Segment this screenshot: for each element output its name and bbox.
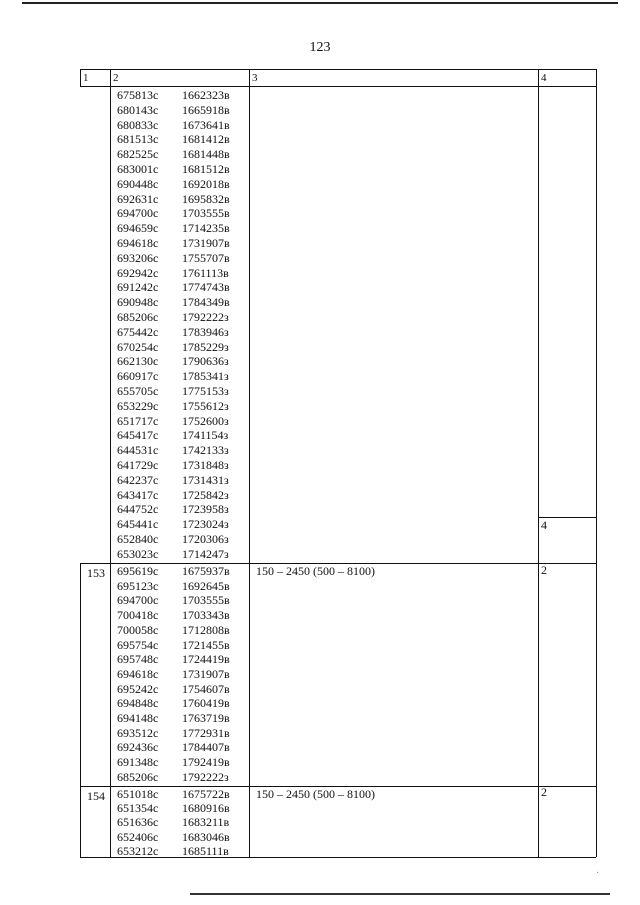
continuation-code-lat: 642237с [117,472,159,487]
entry-154-range: 150 – 2450 (500 – 8100) [256,787,375,801]
entry-153-code-lat: 695748с [117,652,159,667]
header-bottom-border [80,86,596,87]
continuation-code-lon: 1774743в [182,280,230,295]
entry-153-code-lat: 694148с [117,711,159,725]
entry-153-code-lon: 1772931в [182,725,230,740]
entry-153-code-lon: 1724419в [182,652,230,667]
entry-153-code-lat: 700418с [117,608,159,623]
entry-154-code-lon: 1685111в [182,843,229,858]
entry-153-code-lat: 695123с [117,578,159,593]
continuation-code-lat: 694659с [117,221,159,236]
entry-154-code-lat: 653212с [117,843,159,858]
entry-153-code-lon: 1703343в [182,608,230,623]
continuation-code-lat: 645441с [117,517,159,532]
continuation-code-lon: 1731431з [182,472,229,487]
continuation-code-lat: 690948с [117,295,159,310]
continuation-code-lat: 683001с [117,162,159,176]
col3-left-border [249,69,250,857]
continuation-code-lat: 641729с [117,458,159,472]
entry-153-code-lon: 1703555в [182,593,230,608]
col1-left-border-lower [80,563,81,857]
continuation-code-lat: 692631с [117,191,159,206]
entry-153-code-lon: 1792222з [182,769,229,784]
header-col3: 3 [252,72,258,84]
entry-153-code-lon: 1792419в [182,755,230,770]
continuation-code-lat: 693206с [117,250,159,265]
col4-left-border [538,69,539,857]
continuation-code-lat: 644531с [117,443,159,458]
continuation-code-lon: 1755612з [182,398,229,413]
continuation-code-lat: 645417с [117,428,159,443]
continuation-code-lon: 1695832в [182,191,230,206]
entry-153-code-lon: 1760419в [182,696,230,711]
entry-153-code-lat: 694848с [117,696,159,711]
entry-153-code-lat: 695242с [117,681,159,696]
entry-153-code-lat: 694700с [117,593,159,608]
continuation-code-lon: 1785229з [182,339,229,354]
continuation-code-lon: 1775153з [182,384,229,398]
continuation-code-lat: 662130с [117,354,159,369]
entry-154-number: 154 [87,789,105,803]
entry-154-code-lon: 1675722в [182,787,230,801]
continuation-code-lon: 1783946з [182,324,229,339]
entry-154-code-lat: 651018с [117,787,159,801]
entry-153-code-lat: 685206с [117,769,159,784]
continuation-code-lon: 1723958з [182,502,229,517]
scan-bottom-edge [190,893,610,895]
entry-153-code-lat: 693512с [117,725,159,740]
entry-154-code-lon: 1680916в [182,801,230,816]
entry-154-code-lat: 651354с [117,801,159,816]
entry-153-number: 153 [87,566,105,580]
continuation-code-lat: 675813с [117,88,159,102]
entry-153-range: 150 – 2450 (500 – 8100) [256,564,375,578]
entry-153-code-lat: 691348с [117,755,159,770]
continuation-col4-value: 4 [541,518,547,532]
header-col2: 2 [113,72,119,84]
continuation-code-lon: 1742133з [182,443,229,458]
entry-153-code-lon: 1763719в [182,711,230,725]
continuation-code-lat: 670254с [117,339,159,354]
entry-153-code-lat: 700058с [117,622,159,637]
entry-154-code-lat: 651636с [117,815,159,830]
continuation-code-lon: 1741154з [182,428,229,443]
continuation-code-lon: 1723024з [182,517,229,532]
continuation-code-lat: 675442с [117,324,159,339]
continuation-code-lon: 1752600з [182,413,229,428]
continuation-code-lat: 685206с [117,310,159,324]
continuation-code-lon: 1784349в [182,295,230,310]
entry-153-code-lat: 695754с [117,637,159,652]
continuation-code-lat: 652840с [117,532,159,546]
continuation-code-lon: 1761113в [182,265,229,280]
entry-153-code-lon: 1754607в [182,681,230,696]
continuation-code-lon: 1681412в [182,132,230,147]
continuation-code-lon: 1692018в [182,176,230,191]
continuation-code-lat: 682525с [117,147,159,162]
col1-left-border-header [80,69,81,86]
continuation-code-lat: 694700с [117,206,159,221]
entry-153-code-lon: 1692645в [182,578,230,593]
scan-top-edge [22,2,618,4]
continuation-code-lon: 1673641в [182,117,230,132]
scan-speck: · [596,868,600,879]
continuation-code-lon: 1755707в [182,250,230,265]
continuation-code-lon: 1714235в [182,221,230,236]
entry-153-code-lon: 1712808в [182,622,230,637]
entry-154-code-lon: 1683046в [182,829,230,844]
entry-153-code-lon: 1731907в [182,666,230,681]
continuation-code-lat: 653023с [117,546,159,561]
continuation-code-lat: 644752с [117,502,159,517]
continuation-code-lat: 681513с [117,132,159,147]
continuation-code-lat: 651717с [117,413,159,428]
entry-154-code-lon: 1683211в [182,815,230,830]
entry-153-col4: 2 [541,563,547,577]
continuation-code-lat: 680143с [117,102,159,117]
entry-153-code-lon: 1675937в [182,564,230,578]
continuation-code-lat: 680833с [117,117,159,132]
entry-153-code-lat: 692436с [117,740,159,755]
table-top-border [80,69,596,70]
entry-154-col4: 2 [541,785,547,799]
continuation-code-lat: 655705с [117,384,159,398]
table-right-border [596,69,597,857]
continuation-code-lon: 1720306з [182,532,229,546]
continuation-code-lon: 1785341з [182,369,229,384]
continuation-code-lat: 660917с [117,369,159,384]
continuation-code-lon: 1792222з [182,310,229,324]
col2-left-border [110,69,111,857]
continuation-code-lon: 1703555в [182,206,230,221]
continuation-code-lon: 1731907в [182,236,230,250]
header-col1: 1 [83,72,89,84]
header-col4: 4 [541,72,547,84]
continuation-code-lon: 1790636з [182,354,229,369]
continuation-code-lon: 1725842з [182,487,229,502]
continuation-code-lon: 1665918в [182,102,230,117]
entry-154-code-lat: 652406с [117,829,159,844]
entry-153-code-lon: 1721455в [182,637,230,652]
continuation-code-lat: 643417с [117,487,159,502]
continuation-code-lat: 691242с [117,280,159,295]
continuation-code-lon: 1662323в [182,88,230,102]
continuation-code-lat: 690448с [117,176,159,191]
continuation-code-lon: 1714247з [182,546,229,561]
continuation-code-lat: 692942с [117,265,159,280]
continuation-code-lon: 1681448в [182,147,230,162]
continuation-code-lat: 653229с [117,398,159,413]
entry-153-code-lat: 694618с [117,666,159,681]
continuation-code-lat: 694618с [117,236,159,250]
page-number: 123 [309,40,331,55]
entry-153-code-lat: 695619с [117,564,159,578]
entry-153-code-lon: 1784407в [182,740,230,755]
continuation-code-lon: 1681512в [182,162,230,176]
continuation-code-lon: 1731848з [182,458,229,472]
